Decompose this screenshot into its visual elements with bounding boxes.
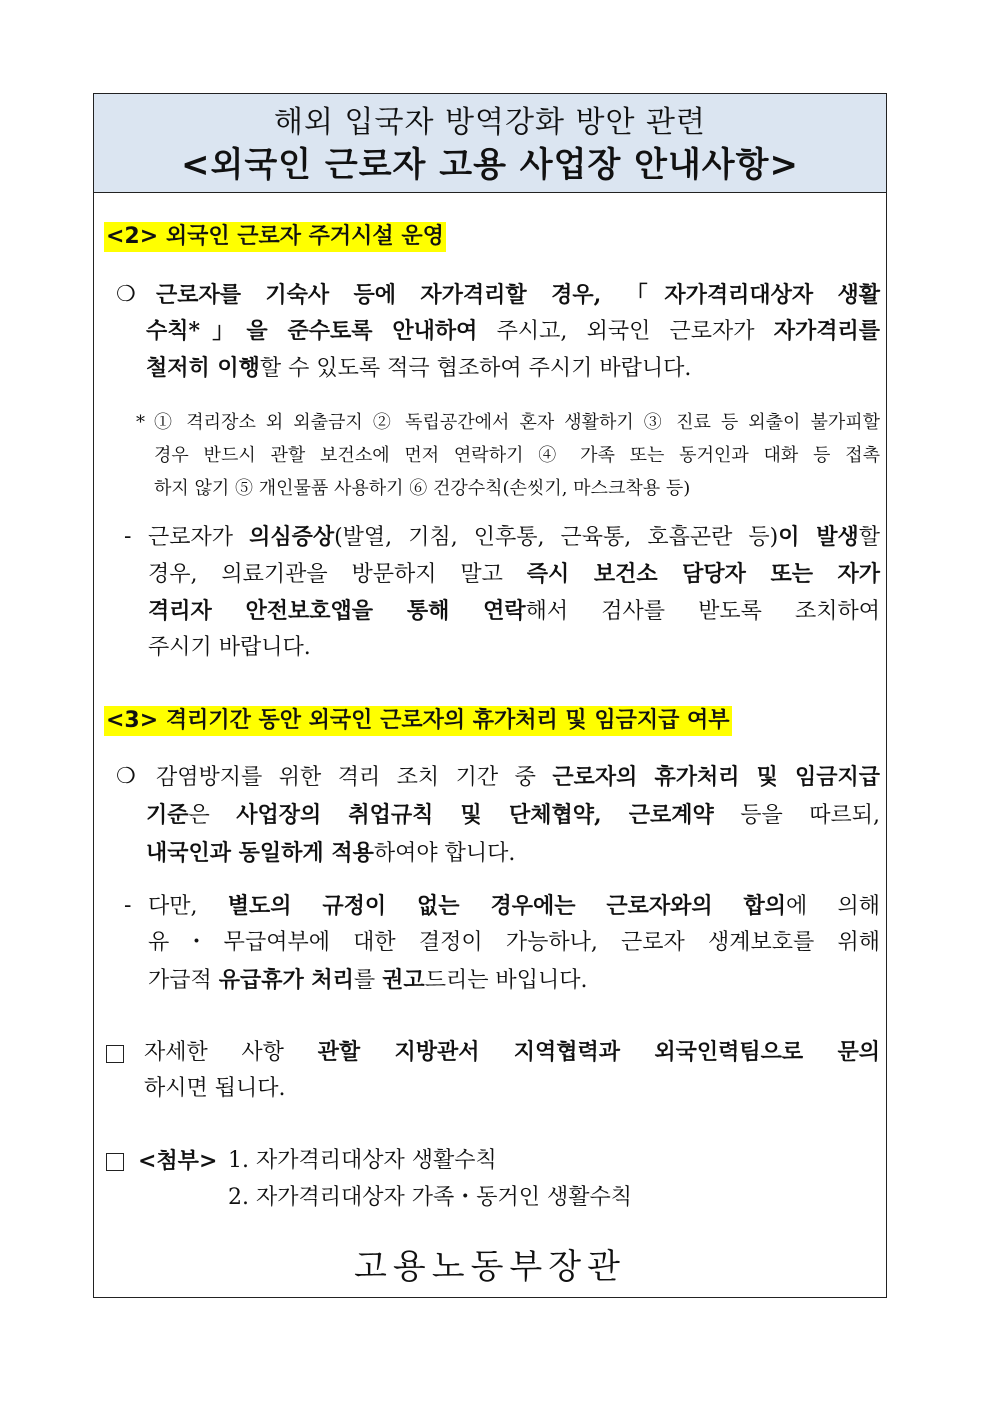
attachment-item1: 1. 자가격리대상자 생활수칙 xyxy=(228,1148,497,1173)
text: 하여야 합니다. xyxy=(373,841,516,866)
section2-dash-line3 xyxy=(148,596,880,627)
bold-text: 이 발생 xyxy=(778,524,859,550)
text: 드리는 바입니다. xyxy=(424,968,588,993)
section3-bullet-line3 xyxy=(146,838,515,869)
bold-text: 근로자의 휴가처리 및 임금지급 xyxy=(552,764,880,790)
bold-text: 기준 xyxy=(146,802,189,828)
notice-header xyxy=(94,94,886,193)
header-subtitle: 해외 입국자 방역강화 방안 관련 xyxy=(274,105,706,140)
text: 할 xyxy=(858,525,880,550)
contact-line2: 하시면 됩니다. xyxy=(144,1076,286,1101)
attachment-item2: 2. 자가격리대상자 가족・동거인 생활수칙 xyxy=(228,1185,633,1210)
text: 자세한 사항 xyxy=(144,1040,318,1065)
contact-line1 xyxy=(144,1037,880,1068)
section3-bullet-line2 xyxy=(146,800,880,831)
notice-frame xyxy=(93,93,887,1298)
bold-text: 유급휴가 처리 xyxy=(218,967,354,993)
section2-dash-mark: - xyxy=(124,524,132,549)
section3-dash-line2: 유・무급여부에 대한 결정이 가능하나, 근로자 생계보호를 위해 xyxy=(148,930,880,955)
signature: 고용노동부장관 xyxy=(354,1247,626,1287)
bold-text: 권고 xyxy=(382,967,425,993)
bold-text: 별도의 규정이 없는 경우에는 근로자와의 합의 xyxy=(227,893,787,919)
text: (발열, 기침, 인후통, 근육통, 호흡곤란 등) xyxy=(334,525,779,550)
bold-text: 격리자 안전보호앱을 통해 연락 xyxy=(148,598,526,624)
section2-heading: <2> 외국인 근로자 주거시설 운영 xyxy=(104,222,446,252)
text: 할 수 있도록 적극 협조하여 주시기 바랍니다. xyxy=(259,356,692,381)
note-mark: * xyxy=(136,412,145,433)
section2-bullet-line3 xyxy=(146,353,691,384)
attachment-label: <첨부> xyxy=(138,1148,218,1174)
section2-dash-line4: 주시기 바랍니다. xyxy=(148,635,311,660)
section3-dash-line1 xyxy=(148,891,880,922)
text: 등을 따르되, xyxy=(713,803,880,828)
text: 가급적 xyxy=(148,968,219,993)
text: 다만, xyxy=(148,894,228,919)
section3-heading: <3> 격리기간 동안 외국인 근로자의 휴가처리 및 임금지급 여부 xyxy=(104,706,732,736)
bold-text: 내국인과 동일하게 적용 xyxy=(146,840,374,866)
section2-bullet-line2 xyxy=(146,316,880,347)
note-line2: 경우 반드시 관할 보건소에 먼저 연락하기 ④ 가족 또는 동거인과 대화 등 접촉 xyxy=(154,445,880,466)
note-line1: ① 격리장소 외 외출금지 ② 독립공간에서 혼자 생활하기 ③ 진료 등 외출이 불가피할 xyxy=(154,412,880,433)
section3-bullet-line1 xyxy=(156,762,880,793)
checkbox-square-icon xyxy=(106,1045,124,1063)
bold-text: 관할 지방관서 지역협력과 외국인력팀으로 문의 xyxy=(317,1039,880,1065)
section2-bullet-line1: 근로자를 기숙사 등에 자가격리할 경우, 「자가격리대상자 생활 xyxy=(156,282,880,308)
text: 에 의해 xyxy=(786,894,881,919)
bold-text: 자가격리를 xyxy=(773,318,880,344)
text: 은 xyxy=(188,803,237,828)
note-line3: 하지 않기 ⑤ 개인물품 사용하기 ⑥ 건강수칙(손씻기, 마스크착용 등) xyxy=(154,478,691,499)
section3-dash-line3 xyxy=(148,965,587,996)
section2-dash-line2 xyxy=(148,559,880,590)
checkbox-square-icon xyxy=(106,1153,124,1171)
bold-text: 철저히 이행 xyxy=(146,355,260,381)
section2-dash-line1 xyxy=(148,522,880,553)
section3-dash-mark: - xyxy=(124,893,132,918)
bold-text: 즉시 보건소 담당자 또는 자가 xyxy=(526,561,880,587)
section3-bullet-mark: ❍ xyxy=(116,764,136,789)
header-title: <외국인 근로자 고용 사업장 안내사항> xyxy=(181,145,799,185)
text: 를 xyxy=(353,968,383,993)
text: 주시고, 외국인 근로자가 xyxy=(477,319,774,344)
text: 경우, 의료기관을 방문하지 말고 xyxy=(148,562,527,587)
section2-bullet-mark: ❍ xyxy=(116,282,136,307)
text: 해서 검사를 받도록 조치하여 xyxy=(525,599,880,624)
bold-text: 수칙*」을 준수토록 안내하여 xyxy=(146,318,478,344)
text: 감염방지를 위한 격리 조치 기간 중 xyxy=(156,765,553,790)
bold-text: 의심증상 xyxy=(249,524,335,550)
text: 근로자가 xyxy=(148,525,250,550)
bold-text: 사업장의 취업규칙 및 단체협약, 근로계약 xyxy=(236,802,714,828)
